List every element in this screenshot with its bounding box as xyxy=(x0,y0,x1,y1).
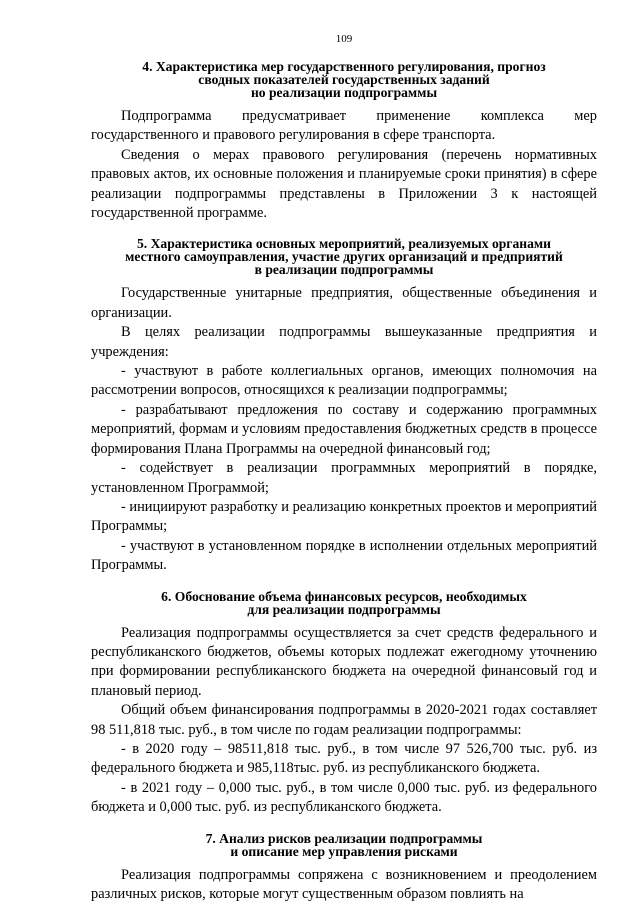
list-item: - участвуют в работе коллегиальных органов, имеющих полномочия на рассмотрении вопросов, относящихся к реализации подпрограммы; xyxy=(91,363,597,399)
heading-line: местного самоуправления, участие других организаций и предприятий xyxy=(125,249,563,265)
document-page xyxy=(91,32,597,904)
heading-line: сводных показателей государственных заданий xyxy=(198,72,490,87)
list-item: - в 2020 году – 98511,818 тыс. руб., в том числе 97 526,700 тыс. руб. из федерального бюджета и 985,118тыс. руб. из республиканского бюджета. xyxy=(91,740,597,777)
heading-line: 7. Анализ рисков реализации подпрограммы xyxy=(205,830,483,846)
page-number: 109 xyxy=(335,33,353,45)
list-item: - разрабатывают предложения по составу и содержанию программных мероприятий, формам и условиям предоставления бюджетных средств в процессе формирования Плана Программы на очередной финансовый год; xyxy=(91,401,597,457)
paragraph: Государственные унитарные предприятия, общественные объединения и организации. xyxy=(91,285,597,321)
list-item: - инициируют разработку и реализацию конкретных проектов и мероприятий Программы; xyxy=(91,498,597,535)
section-5-heading xyxy=(91,237,597,276)
list-item: - участвуют в установленном порядке в исполнении отдельных мероприятий Программы. xyxy=(91,537,597,574)
heading-line: 5. Характеристика основных мероприятий, реализуемых органами xyxy=(136,236,551,252)
heading-line: 6. Обоснование объема финансовых ресурсов, необходимых xyxy=(161,588,527,604)
list-item: - содействует в реализации программных мероприятий в порядке, установленном Программой; xyxy=(91,460,597,496)
paragraph: Реализация подпрограммы осуществляется за счет средств федерального и республиканского бюджетов, объемы которых подлежат ежегодному уточнению при формировании республиканского бюджета на очередной финансовый год и плановый период. xyxy=(91,624,597,699)
heading-line: для реализации подпрограммы xyxy=(247,601,441,617)
section-6-heading xyxy=(91,590,597,616)
heading-line: но реализации подпрограммы xyxy=(250,85,438,100)
paragraph: Сведения о мерах правового регулирования (перечень нормативных правовых актов, их основные положения и планируемые сроки принятия) в сфере реализации подпрограммы представлены в Приложении 3 к настоящей государственной программе. xyxy=(91,146,597,222)
list-item: - в 2021 году – 0,000 тыс. руб., в том числе 0,000 тыс. руб. из федерального бюджета и 0,000 тыс. руб. из республиканского бюджета. xyxy=(91,779,597,816)
paragraph: Подпрограмма предусматривает применение комплекса мер государственного и правового регулирования в сфере транспорта. xyxy=(91,108,597,144)
section-4-heading xyxy=(91,60,597,99)
section-7-heading xyxy=(91,832,597,858)
paragraph: Общий объем финансирования подпрограммы в 2020-2021 годах составляет 98 511,818 тыс. руб., в том числе по годам реализации подпрограммы: xyxy=(91,702,597,738)
heading-line: 4. Характеристика мер государственного регулирования, прогноз xyxy=(142,59,546,74)
paragraph: Реализация подпрограммы сопряжена с возникновением и преодолением различных рисков, которые могут существенным образом повлиять на xyxy=(91,866,597,902)
heading-line: и описание мер управления рисками xyxy=(230,843,458,859)
heading-line: в реализации подпрограммы xyxy=(254,262,434,278)
paragraph: В целях реализации подпрограммы вышеуказанные предприятия и учреждения: xyxy=(91,324,597,360)
